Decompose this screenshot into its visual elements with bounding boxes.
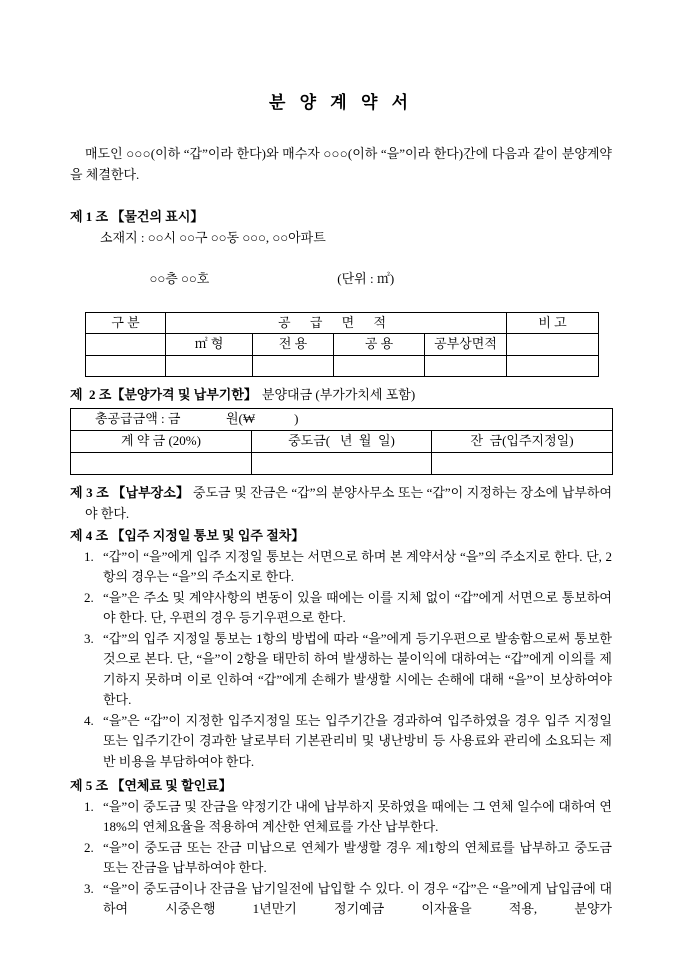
article-2-heading: 제 2 조【분양가격 및 납부기한】 <box>70 386 257 402</box>
article-2-heading-line <box>70 385 612 406</box>
area-table-empty-cell <box>425 355 507 376</box>
article-2 <box>70 385 612 476</box>
payment-table-empty-cell <box>252 453 432 475</box>
area-table-subheader-row <box>86 334 599 356</box>
intro-paragraph: 매도인 ○○○(이하 “갑”이라 한다)와 매수자 ○○○(이하 “을”이라 한다)간에 다음과 같이 분양계약을 체결한다. <box>70 146 612 182</box>
article-5-heading: 제 5 조 【연체료 및 할인료】 <box>70 778 232 793</box>
area-table-subheader-common: 공 용 <box>334 334 425 356</box>
article-5-item-1: “을”이 중도금 및 잔금을 약정기간 내에 납부하지 못하였을 때에는 그 연체 일수에 대하여 연 18%의 연체요율을 적용하여 계산한 연체료를 가산 납부한다. <box>103 798 612 834</box>
unit-note: (단위 : ㎡) <box>337 270 395 286</box>
article-1 <box>70 207 612 377</box>
area-table-header-gubun: 구 분 <box>86 312 166 334</box>
article-4-item-4: “을”은 “갑”이 지정한 입주지정일 또는 입주기간을 경과하여 입주하였을 경우 입주 지정일 또는 입주기간이 경과한 날로부터 기본관리비 및 냉난방비 등 사용료와 관리에 소요되는 제반 비용을 부담하여야 한다. <box>103 712 612 769</box>
payment-table-header-row <box>71 431 613 453</box>
payment-table-empty-cell <box>71 453 252 475</box>
document-title: 분 양 계 약 서 <box>268 93 414 112</box>
area-table-empty-cell <box>86 334 166 356</box>
article-4-items <box>103 547 612 773</box>
payment-table-header-interim: 중도금( 년 월 일) <box>252 431 432 453</box>
article-5 <box>70 776 612 920</box>
payment-table-total-row <box>71 409 613 431</box>
payment-table-header-balance: 잔 금(입주지정일) <box>432 431 613 453</box>
area-table-empty-cell <box>334 355 425 376</box>
article-5-items <box>103 797 612 920</box>
area-table-empty-cell <box>166 355 253 376</box>
article-4-item-1: “갑”이 “을”에게 입주 지정일 통보는 서면으로 하며 본 계약서상 “을”의 주소지로 한다. 단, 2항의 경우는 “을”의 주소지로 한다. <box>103 548 612 584</box>
article-4 <box>70 526 612 772</box>
article-3-paragraph <box>70 483 612 524</box>
article-5-item-3: “을”이 중도금이나 잔금을 납기일전에 납입할 수 있다. 이 경우 “갑”은 “을”에게 납입금에 대하여 시중은행 1년만기 정기예금 이자율을 적용, 분양가 <box>103 880 612 916</box>
area-table <box>85 312 599 377</box>
area-table-subheader-type: ㎡ 형 <box>166 334 253 356</box>
area-table-subheader-registered: 공부상면적 <box>425 334 507 356</box>
payment-table-empty-cell <box>432 453 613 475</box>
article-3-body: 중도금 및 잔금은 “갑”의 분양사무소 또는 “갑”이 지정하는 장소에 납부하여야 한다. <box>85 485 612 521</box>
article-5-item-2: “을”이 중도금 또는 잔금 미납으로 연체가 발생할 경우 제1항의 연체료를 납부하고 중도금 또는 잔금을 납부하여야 한다. <box>103 839 612 875</box>
area-table-empty-cell <box>253 355 334 376</box>
article-4-item-2: “을”은 주소 및 계약사항의 변동이 있을 때에는 이를 지체 없이 “갑”에게 서면으로 통보하여야 한다. 단, 우편의 경우 등기우편으로 한다. <box>103 589 612 625</box>
article-3 <box>70 483 612 524</box>
area-table-empty-cell <box>86 355 166 376</box>
article-1-address-line2-row <box>70 248 612 310</box>
area-table-data-row <box>86 355 599 376</box>
article-4-item-3: “갑”의 입주 지정일 통보는 1항의 방법에 따라 “을”에게 등기우편으로 발송함으로써 통보한 것으로 본다. 단, “을”이 2항을 태만히 하여 발생하는 불이익에 대하여는 “갑”에게 이의를 제기하지 못하며 이로 인하여 “갑”에게 손해가 발생할 시에는 손해에 대해 “을”이 보상하여야 한다. <box>103 630 612 707</box>
area-table-header-supply-area: 공 급 면 적 <box>166 312 507 334</box>
area-table-header-bigo: 비 고 <box>507 312 599 334</box>
article-3-heading: 제 3 조 【납부장소】 <box>70 485 190 500</box>
article-1-address-line2: ○○층 ○○호 <box>149 270 210 286</box>
article-4-heading: 제 4 조 【입주 지정일 통보 및 입주 절차】 <box>70 528 305 543</box>
payment-table <box>70 408 613 475</box>
payment-table-total-cell: 총공급금액 : 금 원(₩ ) <box>71 409 613 431</box>
area-table-empty-cell <box>507 334 599 356</box>
payment-table-header-downpayment: 계 약 금 (20%) <box>71 431 252 453</box>
area-table-subheader-exclusive: 전 용 <box>253 334 334 356</box>
payment-table-data-row <box>71 453 613 475</box>
area-table-header-row <box>86 312 599 334</box>
article-2-note: 분양대금 (부가가치세 포함) <box>261 386 416 402</box>
article-1-address-line1: 소재지 : ○○시 ○○구 ○○동 ○○○, ○○아파트 <box>100 229 326 245</box>
article-1-heading: 제 1 조 【물건의 표시】 <box>70 209 204 224</box>
area-table-empty-cell <box>507 355 599 376</box>
